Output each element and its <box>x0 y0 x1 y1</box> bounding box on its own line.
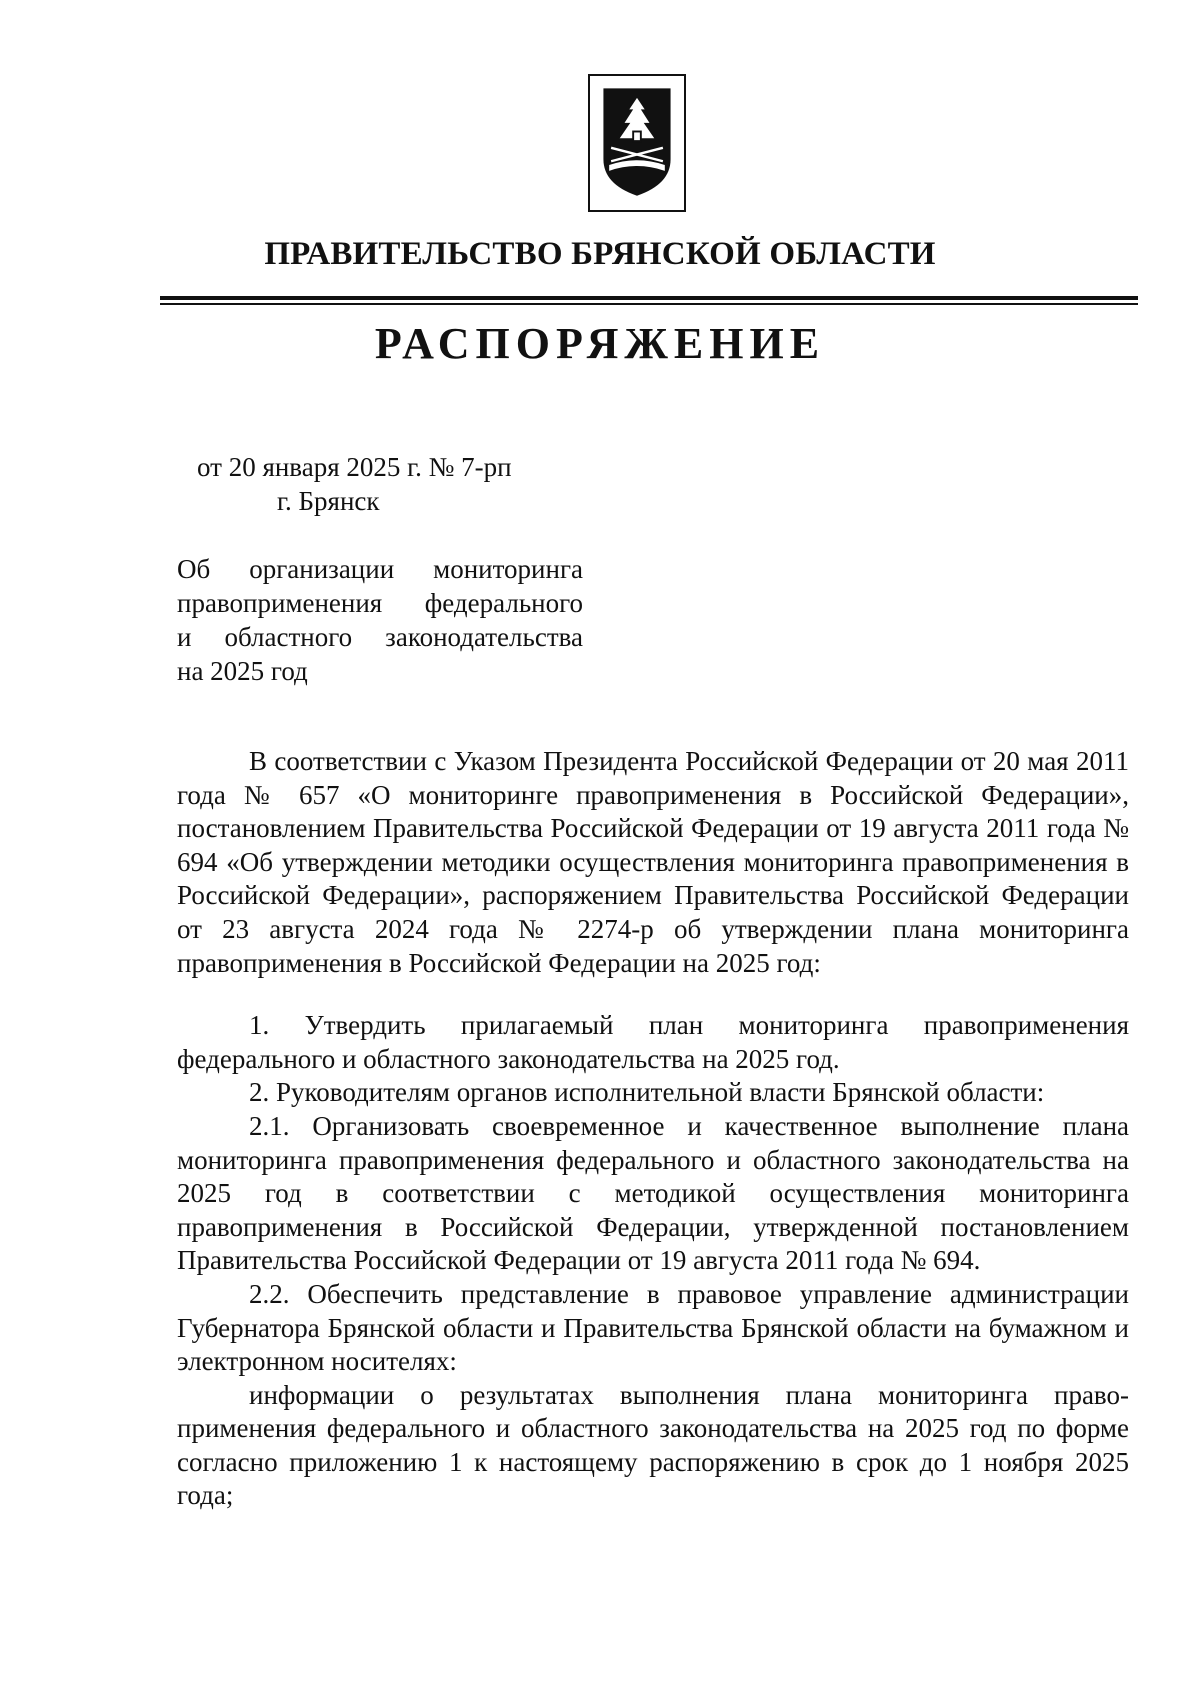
subject-line: правоприменения федерального <box>177 588 583 618</box>
body-paragraph-preamble: В соответствии с Указом Президента Российской Федерации от 20 мая 2011 года № 657 «О мониторинге правоприменения в Российской Федерации», постановлением Правительства Российской Федерации от 19 августа 2011 года № 694 «Об утверждении методики осуществления мониторинга правоприменения в Российской Федерации», распоряжением Правительства Российской Федерации от 23 августа 2024 года № 2274-р об утверждении плана мониторинга правоприменения в Российской Федерации на 2025 год: <box>177 746 1129 978</box>
document-body <box>177 745 1129 1513</box>
subject-line: Об организации мониторинга <box>177 554 583 584</box>
header-divider-thick <box>160 296 1138 300</box>
document-date-number: от 20 января 2025 г. № 7-рп <box>197 452 512 482</box>
document-city: г. Брянск <box>277 486 380 516</box>
document-type-heading: РАСПОРЯЖЕНИЕ <box>374 319 826 368</box>
header-divider-thin <box>160 303 1138 305</box>
bryansk-coat-of-arms-icon <box>590 76 684 210</box>
body-paragraph-item-1: 1. Утвердить прилагаемый план мониторинга правоприменения федерального и областного законодательства на 2025 год. <box>177 1010 1129 1074</box>
emblem-frame <box>588 74 686 212</box>
body-paragraph-information: информации о результатах выполнения плана мониторинга правоприменения федерального и областного законодательства на 2025 год по форме согласно приложению 1 к настоящему распоряжению в срок до 1 ноября 2025 года; <box>177 1379 1129 1511</box>
body-paragraph-item-2-2: 2.2. Обеспечить представление в правовое управление администрации Губернатора Брянской области и Правительства Брянской области на бумажном и электронном носителях: <box>177 1278 1129 1377</box>
subject-line: и областного законодательства <box>177 622 583 652</box>
document-subject <box>177 552 583 688</box>
body-paragraph-item-2-1: 2.1. Организовать своевременное и качественное выполнение плана мониторинга правоприменения федерального и областного законодательства на 2025 год в соответствии с методикой осуществления мониторинга правоприменения в Российской Федерации, утвержденной постановлением Правительства Российской Федерации от 19 августа 2011 года № 694. <box>177 1110 1129 1276</box>
body-paragraph-item-2: 2. Руководителям органов исполнительной власти Брянской области: <box>249 1077 1045 1108</box>
organization-title: ПРАВИТЕЛЬСТВО БРЯНСКОЙ ОБЛАСТИ <box>264 236 936 272</box>
subject-line: на 2025 год <box>177 656 308 686</box>
